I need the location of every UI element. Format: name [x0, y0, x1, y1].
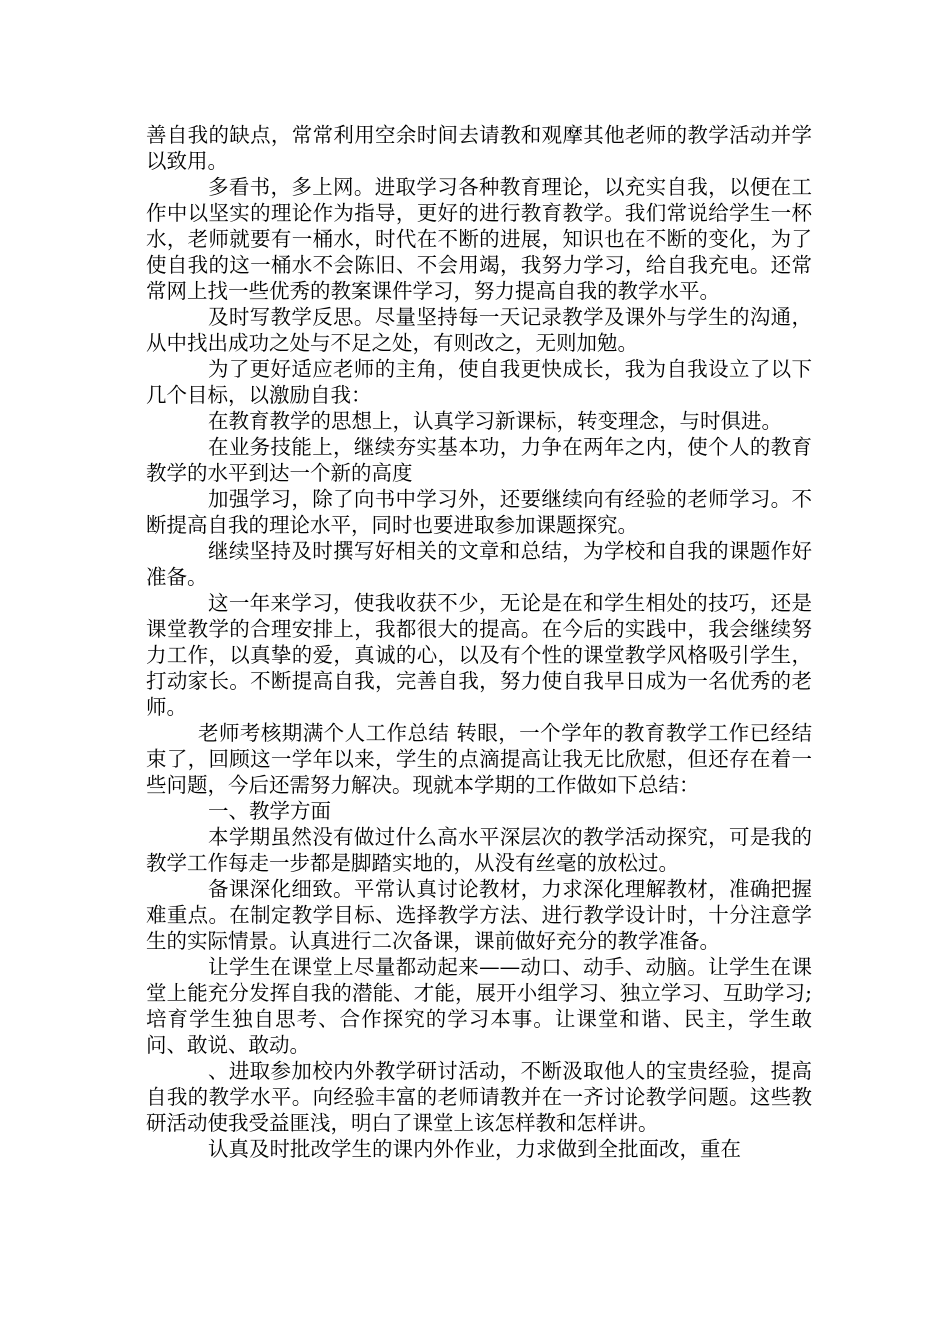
paragraph-goal-skills: 在业务技能上，继续夯实基本功，力争在两年之内，使个人的教育教学的水平到达一个新的高度 [146, 435, 812, 485]
paragraph-active-class: 让学生在课堂上尽量都动起来——动口、动手、动脑。让学生在课堂上能充分发挥自我的潜能、才能，展开小组学习、独立学习、互助学习;培育学生独自思考、合作探究的学习本事。让课堂和谐、民主，学生敢问、敢说、敢动。 [146, 955, 812, 1057]
section-heading-teaching: 一、教学方面 [208, 799, 331, 823]
paragraph-research-activities: 、进取参加校内外教学研讨活动，不断汲取他人的宝贵经验，提高自我的教学水平。向经验丰富的老师请教并在一齐讨论教学问题。这些教研活动使我受益匪浅，明白了课堂上该怎样教和怎样讲。 [146, 1059, 812, 1135]
paragraph-lesson-prep: 备课深化细致。平常认真讨论教材，力求深化理解教材，准确把握难重点。在制定教学目标、选择教学方法、进行教学设计时，十分注意学生的实际情景。认真进行二次备课，课前做好充分的教学准备。 [146, 877, 812, 953]
paragraph-goal-thought: 在教育教学的思想上，认真学习新课标，转变理念，与时俱进。 [208, 409, 782, 433]
document-body [146, 122, 812, 1162]
paragraph-reading: 多看书，多上网。进取学习各种教育理论，以充实自我，以便在工作中以坚实的理论作为指导，更好的进行教育教学。我们常说给学生一杯水，老师就要有一桶水，时代在不断的进展，知识也在不断的变化，为了使自我的这一桶水不会陈旧、不会用竭，我努力学习，给自我充电。还常常网上找一些优秀的教案课件学习，努力提高自我的教学水平。 [146, 175, 812, 303]
paragraph-homework: 认真及时批改学生的课内外作业，力求做到全批面改，重在 [208, 1137, 741, 1161]
paragraph-teaching-overview: 本学期虽然没有做过什么高水平深层次的教学活动探究，可是我的教学工作每走一步都是脚踏实地的，从没有丝毫的放松过。 [146, 825, 812, 875]
paragraph-year-summary: 这一年来学习，使我收获不少，无论是在和学生相处的技巧，还是课堂教学的合理安排上，我都很大的提高。在今后的实践中，我会继续努力工作，以真挚的爱，真诚的心，以及有个性的课堂教学风格吸引学生，打动家长。不断提高自我，完善自我，努力使自我早日成为一名优秀的老师。 [146, 591, 812, 719]
paragraph-section-intro: 老师考核期满个人工作总结 转眼，一个学年的教育教学工作已经结束了，回顾这一学年以来，学生的点滴提高让我无比欣慰，但还存在着一些问题，今后还需努力解决。现就本学期的工作做如下总结： [146, 721, 812, 797]
paragraph-continuation: 善自我的缺点，常常利用空余时间去请教和观摩其他老师的教学活动并学以致用。 [146, 123, 812, 173]
paragraph-goal-study: 加强学习，除了向书中学习外，还要继续向有经验的老师学习。不断提高自我的理论水平，同时也要进取参加课题探究。 [146, 487, 812, 537]
paragraph-goals-intro: 为了更好适应老师的主角，使自我更快成长，我为自我设立了以下几个目标，以激励自我： [146, 357, 812, 407]
paragraph-reflection: 及时写教学反思。尽量坚持每一天记录教学及课外与学生的沟通，从中找出成功之处与不足之处，有则改之，无则加勉。 [146, 305, 812, 355]
paragraph-goal-writing: 继续坚持及时撰写好相关的文章和总结，为学校和自我的课题作好准备。 [146, 539, 812, 589]
